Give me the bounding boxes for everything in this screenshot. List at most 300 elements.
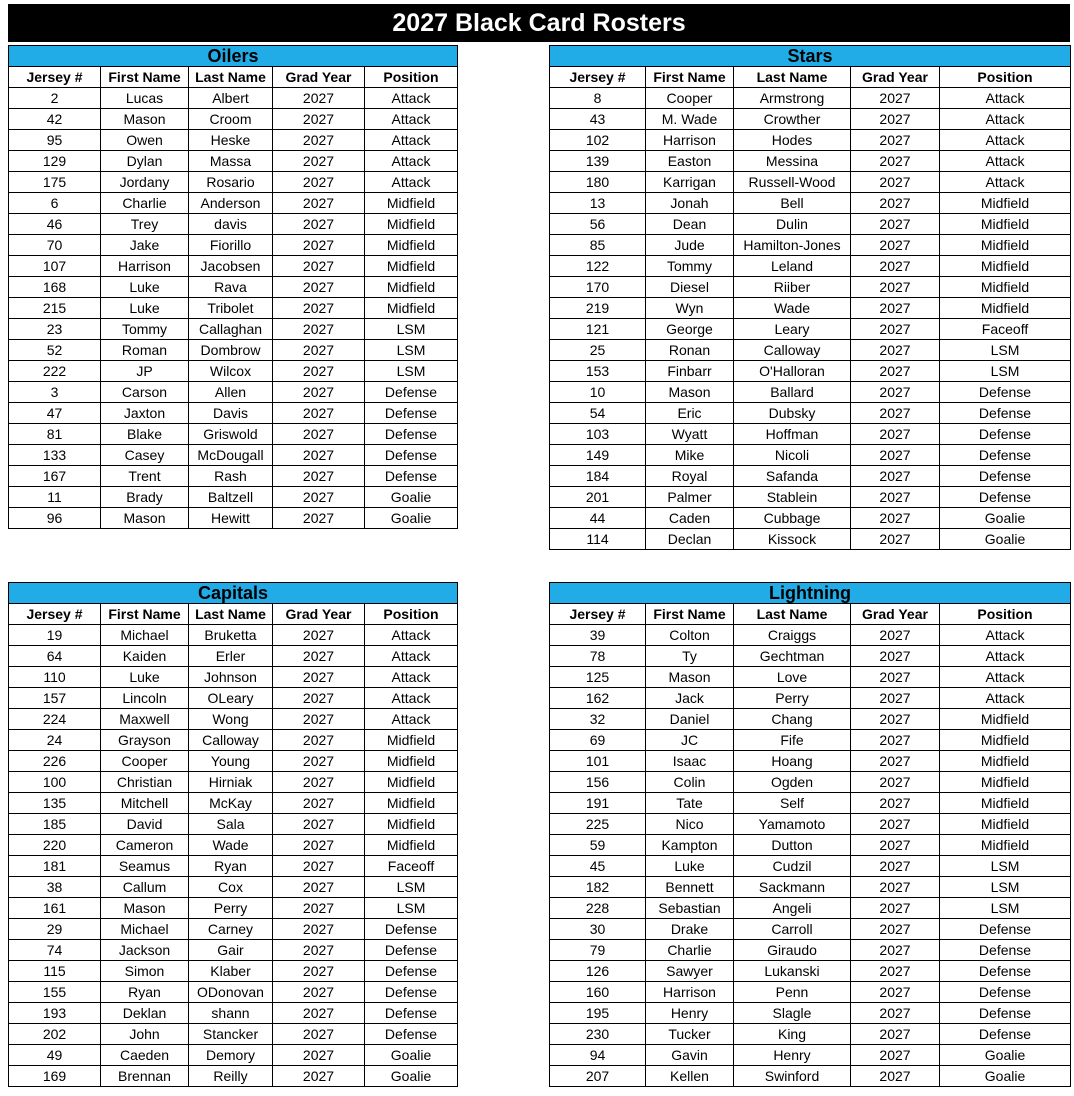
table-row [550, 151, 1071, 172]
jersey-cell: 162 [550, 688, 646, 709]
first-name-cell: Maxwell [101, 709, 189, 730]
last-name-cell: Bruketta [189, 625, 273, 646]
grad-year-cell: 2027 [273, 151, 365, 172]
last-name-cell: Dulin [734, 214, 851, 235]
last-name-cell: Fiorillo [189, 235, 273, 256]
last-name-cell: Messina [734, 151, 851, 172]
grad-year-cell: 2027 [273, 919, 365, 940]
first-name-cell: Jude [646, 235, 734, 256]
position-cell: Attack [940, 109, 1071, 130]
jersey-cell: 70 [9, 235, 101, 256]
grad-year-cell: 2027 [851, 688, 940, 709]
grad-year-header: Grad Year [273, 67, 365, 88]
grad-year-cell: 2027 [851, 298, 940, 319]
jersey-cell: 168 [9, 277, 101, 298]
last-name-cell: Hodes [734, 130, 851, 151]
position-cell: Defense [940, 940, 1071, 961]
jersey-header: Jersey # [9, 604, 101, 625]
roster-oilers [8, 45, 458, 529]
table-row [550, 1003, 1071, 1024]
position-cell: Attack [940, 667, 1071, 688]
table-row [550, 277, 1071, 298]
last-name-cell: Chang [734, 709, 851, 730]
last-name-cell: Jacobsen [189, 256, 273, 277]
grad-year-cell: 2027 [851, 88, 940, 109]
table-row [550, 172, 1071, 193]
table-row [9, 1045, 458, 1066]
grad-year-cell: 2027 [851, 109, 940, 130]
first-name-cell: John [101, 1024, 189, 1045]
jersey-cell: 56 [550, 214, 646, 235]
position-cell: Goalie [365, 1045, 458, 1066]
first-name-cell: Drake [646, 919, 734, 940]
last-name-cell: Rash [189, 466, 273, 487]
last-name-cell: Heske [189, 130, 273, 151]
first-name-cell: Lincoln [101, 688, 189, 709]
position-cell: Attack [940, 646, 1071, 667]
grad-year-cell: 2027 [851, 277, 940, 298]
grad-year-cell: 2027 [273, 361, 365, 382]
position-cell: LSM [940, 340, 1071, 361]
grad-year-cell: 2027 [851, 667, 940, 688]
grad-year-cell: 2027 [851, 856, 940, 877]
jersey-cell: 13 [550, 193, 646, 214]
grad-year-header: Grad Year [273, 604, 365, 625]
first-name-cell: Ryan [101, 982, 189, 1003]
last-name-cell: Wade [189, 835, 273, 856]
last-name-header: Last Name [189, 67, 273, 88]
jersey-cell: 107 [9, 256, 101, 277]
grad-year-cell: 2027 [851, 151, 940, 172]
position-cell: Midfield [940, 835, 1071, 856]
last-name-cell: Calloway [189, 730, 273, 751]
position-cell: Midfield [940, 298, 1071, 319]
grad-year-cell: 2027 [851, 130, 940, 151]
table-row [550, 730, 1071, 751]
last-name-cell: O'Halloran [734, 361, 851, 382]
table-row [550, 193, 1071, 214]
jersey-cell: 195 [550, 1003, 646, 1024]
jersey-cell: 45 [550, 856, 646, 877]
grad-year-cell: 2027 [273, 487, 365, 508]
position-cell: Defense [940, 466, 1071, 487]
table-row [9, 88, 458, 109]
last-name-cell: Demory [189, 1045, 273, 1066]
team-name: Stars [549, 45, 1071, 66]
table-row [550, 751, 1071, 772]
grad-year-cell: 2027 [273, 667, 365, 688]
grad-year-cell: 2027 [851, 340, 940, 361]
grad-year-cell: 2027 [273, 751, 365, 772]
last-name-cell: King [734, 1024, 851, 1045]
table-row [550, 508, 1071, 529]
position-cell: Attack [365, 625, 458, 646]
grad-year-header: Grad Year [851, 604, 940, 625]
position-header: Position [365, 67, 458, 88]
first-name-cell: Luke [101, 667, 189, 688]
last-name-cell: Wong [189, 709, 273, 730]
position-cell: Midfield [365, 256, 458, 277]
last-name-cell: Callaghan [189, 319, 273, 340]
position-cell: Midfield [365, 193, 458, 214]
grad-year-cell: 2027 [851, 172, 940, 193]
last-name-cell: Gechtman [734, 646, 851, 667]
position-cell: Defense [365, 982, 458, 1003]
first-name-cell: Jonah [646, 193, 734, 214]
first-name-cell: Kaiden [101, 646, 189, 667]
position-cell: LSM [365, 340, 458, 361]
grad-year-cell: 2027 [273, 130, 365, 151]
position-cell: Defense [365, 445, 458, 466]
table-row [550, 688, 1071, 709]
jersey-cell: 191 [550, 793, 646, 814]
last-name-cell: Leary [734, 319, 851, 340]
position-cell: Midfield [940, 772, 1071, 793]
last-name-cell: Perry [189, 898, 273, 919]
position-cell: Defense [940, 382, 1071, 403]
grad-year-cell: 2027 [851, 751, 940, 772]
last-name-cell: Baltzell [189, 487, 273, 508]
grad-year-cell: 2027 [851, 403, 940, 424]
position-cell: Defense [940, 1003, 1071, 1024]
table-row [9, 709, 458, 730]
table-row [550, 982, 1071, 1003]
jersey-cell: 121 [550, 319, 646, 340]
position-cell: Midfield [940, 277, 1071, 298]
jersey-cell: 110 [9, 667, 101, 688]
first-name-cell: Blake [101, 424, 189, 445]
table-row [9, 403, 458, 424]
grad-year-cell: 2027 [273, 688, 365, 709]
last-name-cell: Wade [734, 298, 851, 319]
grad-year-cell: 2027 [273, 403, 365, 424]
first-name-cell: Cooper [101, 751, 189, 772]
last-name-cell: ODonovan [189, 982, 273, 1003]
grad-year-cell: 2027 [851, 1045, 940, 1066]
position-cell: Attack [365, 688, 458, 709]
position-cell: Defense [365, 466, 458, 487]
grad-year-cell: 2027 [851, 772, 940, 793]
table-row [9, 730, 458, 751]
jersey-cell: 228 [550, 898, 646, 919]
jersey-cell: 8 [550, 88, 646, 109]
first-name-cell: Karrigan [646, 172, 734, 193]
first-name-cell: Daniel [646, 709, 734, 730]
grad-year-cell: 2027 [273, 298, 365, 319]
grad-year-cell: 2027 [273, 172, 365, 193]
last-name-cell: Hamilton-Jones [734, 235, 851, 256]
jersey-cell: 181 [9, 856, 101, 877]
first-name-cell: Kampton [646, 835, 734, 856]
grad-year-cell: 2027 [851, 940, 940, 961]
table-row [550, 772, 1071, 793]
table-row [9, 508, 458, 529]
first-name-cell: Colton [646, 625, 734, 646]
table-row [9, 235, 458, 256]
jersey-cell: 156 [550, 772, 646, 793]
last-name-cell: Erler [189, 646, 273, 667]
header-row [9, 67, 458, 88]
grad-year-cell: 2027 [273, 835, 365, 856]
grad-year-cell: 2027 [851, 319, 940, 340]
grad-year-cell: 2027 [851, 898, 940, 919]
position-cell: Defense [940, 961, 1071, 982]
position-cell: Midfield [940, 235, 1071, 256]
grad-year-cell: 2027 [851, 529, 940, 550]
last-name-cell: Croom [189, 109, 273, 130]
first-name-cell: Colin [646, 772, 734, 793]
jersey-cell: 94 [550, 1045, 646, 1066]
table-row [9, 382, 458, 403]
table-row [550, 835, 1071, 856]
position-cell: Attack [940, 130, 1071, 151]
position-cell: Midfield [365, 793, 458, 814]
table-row [9, 793, 458, 814]
jersey-cell: 11 [9, 487, 101, 508]
table-row [550, 214, 1071, 235]
page-title: 2027 Black Card Rosters [8, 4, 1070, 42]
jersey-cell: 230 [550, 1024, 646, 1045]
last-name-cell: Self [734, 793, 851, 814]
last-name-cell: McKay [189, 793, 273, 814]
jersey-cell: 182 [550, 877, 646, 898]
position-cell: LSM [365, 319, 458, 340]
last-name-cell: Carney [189, 919, 273, 940]
table-row [9, 256, 458, 277]
table-row [9, 1024, 458, 1045]
position-cell: LSM [940, 856, 1071, 877]
table-row [550, 403, 1071, 424]
table-row [9, 814, 458, 835]
table-row [550, 898, 1071, 919]
grad-year-cell: 2027 [273, 982, 365, 1003]
position-cell: Midfield [940, 214, 1071, 235]
team-name: Lightning [549, 582, 1071, 603]
first-name-cell: Dylan [101, 151, 189, 172]
first-name-cell: Lucas [101, 88, 189, 109]
position-cell: Defense [940, 403, 1071, 424]
jersey-cell: 42 [9, 109, 101, 130]
jersey-cell: 47 [9, 403, 101, 424]
grad-year-cell: 2027 [851, 961, 940, 982]
last-name-cell: Giraudo [734, 940, 851, 961]
first-name-cell: Luke [646, 856, 734, 877]
grad-year-cell: 2027 [273, 109, 365, 130]
position-cell: Attack [365, 109, 458, 130]
first-name-cell: Luke [101, 277, 189, 298]
first-name-cell: Trey [101, 214, 189, 235]
last-name-cell: Albert [189, 88, 273, 109]
grad-year-cell: 2027 [851, 793, 940, 814]
last-name-header: Last Name [189, 604, 273, 625]
table-row [9, 445, 458, 466]
grad-year-cell: 2027 [851, 466, 940, 487]
position-cell: LSM [940, 898, 1071, 919]
last-name-cell: Tribolet [189, 298, 273, 319]
last-name-cell: Dutton [734, 835, 851, 856]
last-name-cell: davis [189, 214, 273, 235]
position-cell: Goalie [365, 1066, 458, 1087]
first-name-cell: JC [646, 730, 734, 751]
grad-year-cell: 2027 [273, 793, 365, 814]
position-header: Position [365, 604, 458, 625]
grad-year-cell: 2027 [851, 256, 940, 277]
last-name-cell: Klaber [189, 961, 273, 982]
last-name-cell: Swinford [734, 1066, 851, 1087]
table-row [550, 319, 1071, 340]
position-cell: Midfield [940, 730, 1071, 751]
last-name-cell: Perry [734, 688, 851, 709]
first-name-cell: Diesel [646, 277, 734, 298]
first-name-header: First Name [101, 604, 189, 625]
table-row [9, 835, 458, 856]
jersey-cell: 2 [9, 88, 101, 109]
grad-year-cell: 2027 [273, 256, 365, 277]
jersey-header: Jersey # [9, 67, 101, 88]
jersey-cell: 101 [550, 751, 646, 772]
grad-year-cell: 2027 [851, 193, 940, 214]
table-row [9, 667, 458, 688]
table-row [550, 445, 1071, 466]
position-cell: Faceoff [940, 319, 1071, 340]
first-name-cell: Harrison [646, 982, 734, 1003]
first-name-cell: Finbarr [646, 361, 734, 382]
first-name-header: First Name [101, 67, 189, 88]
table-row [9, 1003, 458, 1024]
grad-year-cell: 2027 [273, 340, 365, 361]
last-name-cell: Ballard [734, 382, 851, 403]
position-cell: Attack [940, 625, 1071, 646]
jersey-cell: 220 [9, 835, 101, 856]
last-name-cell: Cox [189, 877, 273, 898]
first-name-cell: Mitchell [101, 793, 189, 814]
grad-year-cell: 2027 [851, 361, 940, 382]
first-name-cell: Mason [101, 109, 189, 130]
position-cell: Defense [940, 424, 1071, 445]
jersey-cell: 126 [550, 961, 646, 982]
grad-year-cell: 2027 [273, 1066, 365, 1087]
first-name-cell: Royal [646, 466, 734, 487]
position-cell: LSM [365, 877, 458, 898]
last-name-cell: shann [189, 1003, 273, 1024]
first-name-cell: Charlie [101, 193, 189, 214]
position-cell: Defense [365, 403, 458, 424]
first-name-cell: Mason [101, 898, 189, 919]
position-cell: Midfield [940, 751, 1071, 772]
first-name-cell: Henry [646, 1003, 734, 1024]
first-name-cell: Seamus [101, 856, 189, 877]
jersey-cell: 81 [9, 424, 101, 445]
jersey-cell: 30 [550, 919, 646, 940]
position-cell: Attack [365, 130, 458, 151]
table-row [550, 361, 1071, 382]
first-name-cell: Isaac [646, 751, 734, 772]
last-name-cell: Dubsky [734, 403, 851, 424]
table-row [550, 235, 1071, 256]
table-row [550, 256, 1071, 277]
first-name-cell: Mason [646, 382, 734, 403]
grad-year-cell: 2027 [273, 940, 365, 961]
jersey-cell: 39 [550, 625, 646, 646]
last-name-cell: Russell-Wood [734, 172, 851, 193]
first-name-cell: Simon [101, 961, 189, 982]
position-cell: Attack [365, 151, 458, 172]
position-cell: Attack [365, 88, 458, 109]
last-name-cell: Penn [734, 982, 851, 1003]
table-row [550, 109, 1071, 130]
position-cell: Midfield [940, 793, 1071, 814]
last-name-cell: Stancker [189, 1024, 273, 1045]
position-cell: Defense [365, 1003, 458, 1024]
position-cell: LSM [940, 361, 1071, 382]
first-name-cell: Nico [646, 814, 734, 835]
jersey-cell: 139 [550, 151, 646, 172]
last-name-cell: Anderson [189, 193, 273, 214]
position-header: Position [940, 604, 1071, 625]
position-cell: Defense [365, 961, 458, 982]
first-name-cell: Wyn [646, 298, 734, 319]
last-name-cell: Massa [189, 151, 273, 172]
jersey-cell: 202 [9, 1024, 101, 1045]
table-row [9, 625, 458, 646]
jersey-cell: 125 [550, 667, 646, 688]
jersey-cell: 100 [9, 772, 101, 793]
table-row [9, 151, 458, 172]
jersey-cell: 78 [550, 646, 646, 667]
first-name-cell: Palmer [646, 487, 734, 508]
first-name-cell: Caeden [101, 1045, 189, 1066]
team-name: Oilers [8, 45, 458, 66]
table-row [9, 172, 458, 193]
last-name-cell: Cudzil [734, 856, 851, 877]
grad-year-cell: 2027 [273, 730, 365, 751]
grad-year-cell: 2027 [851, 1003, 940, 1024]
table-row [550, 298, 1071, 319]
last-name-cell: Riiber [734, 277, 851, 298]
grad-year-cell: 2027 [851, 235, 940, 256]
first-name-cell: Wyatt [646, 424, 734, 445]
roster-table [549, 66, 1071, 550]
last-name-header: Last Name [734, 67, 851, 88]
jersey-cell: 133 [9, 445, 101, 466]
first-name-cell: Cooper [646, 88, 734, 109]
grad-year-cell: 2027 [851, 814, 940, 835]
position-cell: LSM [940, 877, 1071, 898]
grad-year-cell: 2027 [273, 625, 365, 646]
jersey-cell: 114 [550, 529, 646, 550]
table-row [9, 319, 458, 340]
jersey-cell: 6 [9, 193, 101, 214]
jersey-cell: 180 [550, 172, 646, 193]
position-cell: Midfield [365, 835, 458, 856]
grad-year-cell: 2027 [273, 466, 365, 487]
jersey-cell: 52 [9, 340, 101, 361]
jersey-cell: 149 [550, 445, 646, 466]
grad-year-cell: 2027 [851, 214, 940, 235]
grad-year-cell: 2027 [273, 709, 365, 730]
header-row [9, 604, 458, 625]
last-name-cell: Armstrong [734, 88, 851, 109]
first-name-cell: Harrison [101, 256, 189, 277]
jersey-cell: 19 [9, 625, 101, 646]
table-row [9, 109, 458, 130]
last-name-cell: Lukanski [734, 961, 851, 982]
last-name-cell: Bell [734, 193, 851, 214]
jersey-cell: 193 [9, 1003, 101, 1024]
last-name-cell: Nicoli [734, 445, 851, 466]
table-row [9, 193, 458, 214]
first-name-cell: Sebastian [646, 898, 734, 919]
